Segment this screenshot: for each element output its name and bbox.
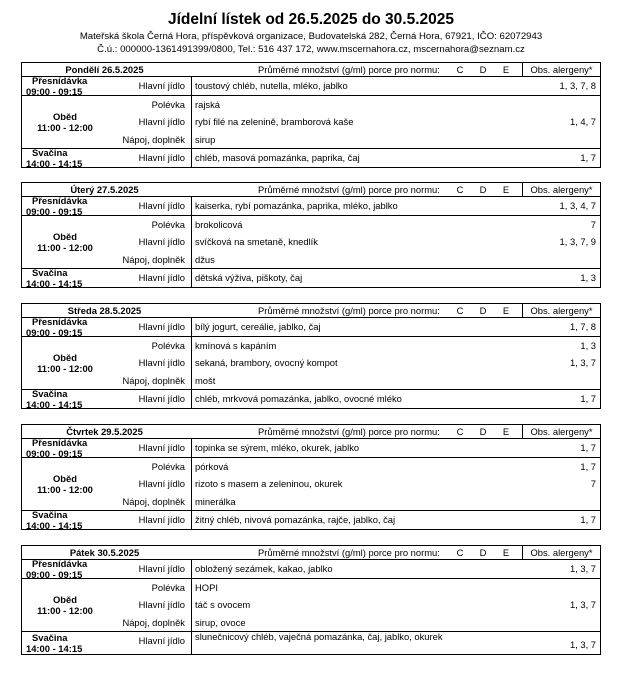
menu-row (22, 96, 600, 114)
menu-row (22, 351, 600, 372)
day-header (22, 425, 600, 439)
meal-time: 14:00 - 14:15 (26, 277, 83, 289)
meal-label: Svačina (32, 266, 68, 278)
column-e: E (502, 426, 510, 437)
dish-text: sekaná, brambory, ovocný kompot (195, 357, 338, 368)
column-c: C (456, 547, 464, 558)
allergens-value: 7 (590, 218, 596, 230)
column-d: D (479, 547, 487, 558)
course-label: Hlavní jídlo (138, 152, 185, 163)
average-portion-header: Průměrné množství (g/ml) porce pro normu: (258, 64, 440, 75)
menu-row (22, 508, 600, 529)
dish-text: kmínová s kapáním (195, 339, 277, 351)
meal-block (22, 315, 600, 338)
meal-block (22, 436, 600, 459)
course-label: Hlavní jídlo (138, 478, 185, 489)
meal-label: Oběd (53, 472, 77, 484)
dish-text: chléb, masová pomazánka, paprika, čaj (195, 152, 360, 163)
meal-time: 14:00 - 14:15 (26, 157, 83, 169)
meal-block (22, 337, 600, 391)
meal-time: 09:00 - 09:15 (26, 85, 83, 97)
dish-text: obložený sezámek, kakao, jablko (195, 563, 333, 574)
average-portion-header: Průměrné množství (g/ml) porce pro normu: (258, 426, 440, 437)
average-portion-header: Průměrné množství (g/ml) porce pro normu: (258, 184, 440, 195)
menu-row (22, 337, 600, 355)
meal-label: Přesnídávka (32, 74, 88, 86)
meal-time: 11:00 - 12:00 (37, 604, 93, 616)
column-e: E (502, 547, 510, 558)
meal-time: 11:00 - 12:00 (37, 241, 93, 253)
allergens-header: Obs. alergeny* (522, 546, 600, 559)
menu-row (22, 387, 600, 408)
allergens-value: 1, 3, 7 (569, 563, 596, 574)
day-header (22, 304, 600, 318)
allergens-value: 1, 7, 8 (569, 321, 596, 332)
meal-label: Přesnídávka (32, 194, 88, 206)
menu-row (22, 131, 600, 149)
meal-time: 14:00 - 14:15 (26, 519, 83, 531)
meal-label: Svačina (32, 387, 68, 399)
day-name: Středa 28.5.2025 (67, 305, 142, 316)
day-header (22, 183, 600, 197)
course-label: Hlavní jídlo (138, 599, 185, 610)
allergens-value: 1, 3, 4, 7 (559, 200, 596, 211)
meal-time: 09:00 - 09:15 (26, 205, 83, 217)
dish-text: dětská výživa, piškoty, čaj (195, 272, 303, 283)
menu-row (22, 146, 600, 167)
course-label: Hlavní jídlo (138, 563, 185, 574)
menu-row (22, 458, 600, 476)
menu-row (22, 216, 600, 234)
average-portion-header: Průměrné množství (g/ml) porce pro normu: (258, 305, 440, 316)
meal-block (22, 96, 600, 150)
dish-text: brokolicová (195, 218, 243, 230)
course-label: Polévka (151, 218, 185, 230)
dish-text: mošt (195, 374, 216, 386)
day-header (22, 546, 600, 560)
meal-block (22, 194, 600, 217)
allergens-header: Obs. alergeny* (522, 304, 600, 317)
allergens-value: 1, 3 (580, 272, 596, 283)
course-label: Polévka (151, 581, 185, 593)
column-c: C (456, 64, 464, 75)
allergens-header: Obs. alergeny* (522, 425, 600, 438)
dish-text: svíčková na smetaně, knedlík (195, 236, 318, 247)
meal-time: 14:00 - 14:15 (26, 643, 83, 654)
menu-header (0, 0, 622, 56)
course-label: Hlavní jídlo (138, 635, 185, 646)
course-label: Hlavní jídlo (138, 116, 185, 127)
course-label: Hlavní jídlo (138, 442, 185, 453)
allergens-value: 1, 7 (580, 152, 596, 163)
meal-block (22, 387, 600, 410)
dish-text: táč s ovocem (195, 599, 251, 610)
dish-text: toustový chléb, nutella, mléko, jablko (195, 80, 348, 91)
day-name: Pondělí 26.5.2025 (65, 64, 144, 75)
meal-block (22, 216, 600, 270)
dish-text: rizoto s masem a zeleninou, okurek (195, 478, 343, 489)
menu-row (22, 315, 600, 336)
meal-time: 14:00 - 14:15 (26, 398, 83, 410)
meal-label: Přesnídávka (32, 557, 88, 569)
meal-label: Svačina (32, 632, 68, 643)
meal-label: Oběd (53, 593, 77, 605)
course-label: Polévka (151, 339, 185, 351)
meal-time: 09:00 - 09:15 (26, 447, 83, 459)
allergens-value: 1, 3, 7 (569, 639, 596, 650)
meal-block (22, 557, 600, 580)
meal-time: 11:00 - 12:00 (37, 121, 93, 133)
course-label: Hlavní jídlo (138, 80, 185, 91)
menu-row (22, 614, 600, 632)
column-c: C (456, 426, 464, 437)
allergens-value: 1, 3, 7 (569, 599, 596, 610)
contact-info: Č.ú.: 000000-1361491399/0800, Tel.: 516 437 172, www.mscernahora.cz, mscernahora@seznam.cz (97, 44, 525, 55)
course-label: Polévka (151, 98, 185, 110)
meal-block (22, 266, 600, 289)
day-name: Úterý 27.5.2025 (70, 184, 139, 195)
meal-block (22, 458, 600, 512)
menu-row (22, 472, 600, 493)
meal-block (22, 74, 600, 97)
dish-text: kaiserka, rybí pomazánka, paprika, mléko, jablko (195, 200, 398, 211)
course-label: Nápoj, doplněk (122, 374, 185, 386)
meal-block (22, 146, 600, 169)
dish-text: sirup (195, 133, 216, 145)
menu-row (22, 110, 600, 131)
meal-label: Přesnídávka (32, 315, 88, 327)
course-label: Hlavní jídlo (138, 236, 185, 247)
meal-time: 11:00 - 12:00 (37, 483, 93, 495)
course-label: Hlavní jídlo (138, 272, 185, 283)
allergens-value: 1, 7 (580, 442, 596, 453)
column-d: D (479, 64, 487, 75)
meal-block (22, 632, 600, 654)
allergens-value: 7 (590, 478, 596, 489)
allergens-value: 1, 3, 7, 9 (559, 236, 596, 247)
menu-row (22, 266, 600, 287)
course-label: Hlavní jídlo (138, 357, 185, 368)
dish-text: bílý jogurt, cereálie, jablko, čaj (195, 321, 321, 332)
day-table (21, 303, 601, 409)
meal-label: Oběd (53, 230, 77, 242)
column-e: E (502, 184, 510, 195)
meal-label: Přesnídávka (32, 436, 88, 448)
menu-row (22, 593, 600, 614)
column-c: C (456, 184, 464, 195)
meal-time: 09:00 - 09:15 (26, 568, 83, 580)
day-name: Čtvrtek 29.5.2025 (66, 426, 143, 437)
meal-time: 09:00 - 09:15 (26, 326, 83, 338)
menu-row (22, 74, 600, 95)
allergens-value: 1, 3 (580, 339, 596, 351)
course-label: Nápoj, doplněk (122, 495, 185, 507)
dish-text: HOPI (195, 581, 218, 593)
menu-row (22, 436, 600, 457)
column-e: E (502, 64, 510, 75)
menu-row (22, 251, 600, 269)
allergens-value: 1, 4, 7 (569, 116, 596, 127)
average-portion-header: Průměrné množství (g/ml) porce pro normu: (258, 547, 440, 558)
dish-text: žitný chléb, nivová pomazánka, rajče, jablko, čaj (195, 514, 396, 525)
menu-row (22, 194, 600, 215)
course-label: Hlavní jídlo (138, 393, 185, 404)
day-table (21, 182, 601, 288)
dish-text: džus (195, 253, 215, 265)
dish-text: chléb, mrkvová pomazánka, jablko, ovocné mléko (195, 393, 402, 404)
menu-row (22, 632, 600, 654)
course-label: Nápoj, doplněk (122, 253, 185, 265)
menu-row (22, 493, 600, 511)
allergens-value: 1, 7 (580, 514, 596, 525)
meal-label: Oběd (53, 110, 77, 122)
day-name: Pátek 30.5.2025 (69, 547, 140, 558)
school-info: Mateřská škola Černá Hora, příspěvková organizace, Budovatelská 282, Černá Hora, 67921, IČO: 62072943 (79, 31, 543, 42)
allergens-value: 1, 7 (580, 393, 596, 404)
column-e: E (502, 305, 510, 316)
day-table (21, 545, 601, 655)
meal-block (22, 579, 600, 633)
meal-time: 11:00 - 12:00 (37, 362, 93, 374)
course-label: Hlavní jídlo (138, 200, 185, 211)
column-d: D (479, 305, 487, 316)
allergens-header: Obs. alergeny* (522, 63, 600, 76)
allergens-header: Obs. alergeny* (522, 183, 600, 196)
course-label: Nápoj, doplněk (122, 133, 185, 145)
meal-label: Oběd (53, 351, 77, 363)
column-c: C (456, 305, 464, 316)
day-header (22, 63, 600, 77)
dish-text: minerálka (195, 495, 236, 507)
dish-text: sirup, ovoce (195, 616, 246, 628)
allergens-value: 1, 3, 7, 8 (559, 80, 596, 91)
dish-text: topinka se sýrem, mléko, okurek, jablko (195, 442, 360, 453)
menu-row (22, 579, 600, 597)
course-label: Hlavní jídlo (138, 321, 185, 332)
day-table (21, 62, 601, 168)
column-d: D (479, 184, 487, 195)
meal-label: Svačina (32, 508, 68, 520)
course-label: Hlavní jídlo (138, 514, 185, 525)
dish-text: rybí filé na zelenině, bramborová kaše (195, 116, 354, 127)
allergens-value: 1, 7 (580, 460, 596, 472)
menu-row (22, 372, 600, 390)
allergens-value: 1, 3, 7 (569, 357, 596, 368)
menu-row (22, 557, 600, 578)
day-table (21, 424, 601, 530)
meal-block (22, 508, 600, 531)
course-label: Nápoj, doplněk (122, 616, 185, 628)
page-title: Jídelní lístek od 26.5.2025 do 30.5.2025 (167, 11, 455, 28)
dish-text: rajská (195, 98, 221, 110)
dish-text: slunečnicový chléb, vaječná pomazánka, čaj, jablko, okurek (195, 631, 443, 642)
menu-row (22, 230, 600, 251)
course-label: Polévka (151, 460, 185, 472)
dish-text: pórková (195, 460, 229, 472)
column-d: D (479, 426, 487, 437)
meal-label: Svačina (32, 146, 68, 158)
